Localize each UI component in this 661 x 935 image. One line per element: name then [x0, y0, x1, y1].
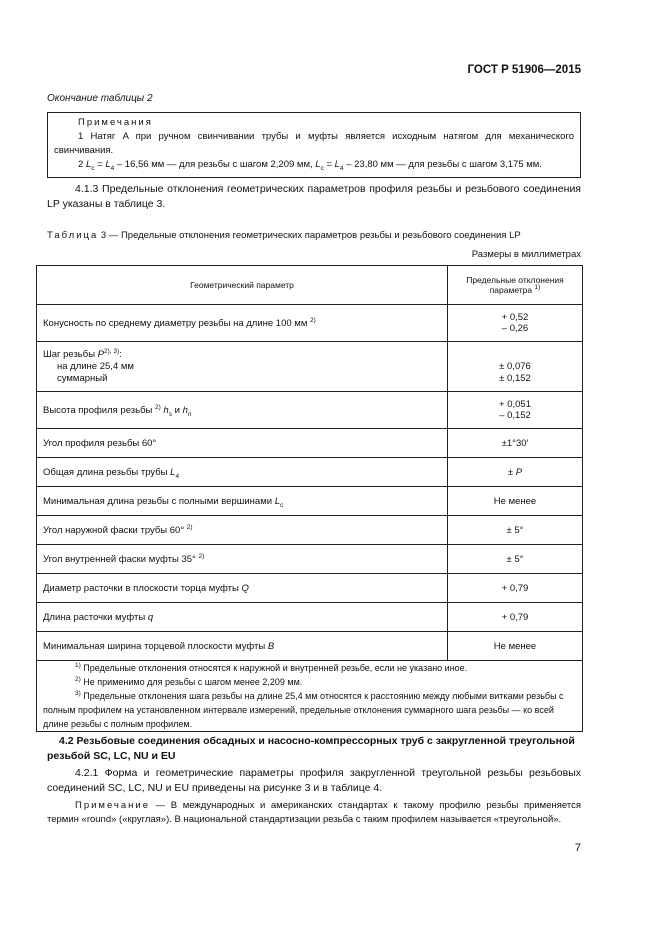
cell-param	[37, 342, 448, 392]
param-text: Конусность по среднему диаметру резьбы на длине 100 мм	[43, 317, 310, 329]
footnote-ref: 2)	[186, 523, 193, 531]
subscript: 4	[175, 472, 180, 480]
param-text: Диаметр расточки в плоскости торца муфты	[43, 582, 242, 594]
value-line: + 0,52	[501, 312, 529, 323]
cell-value: Не менее	[448, 632, 583, 661]
table-footnotes-row	[37, 661, 583, 732]
symbol-L: L	[334, 159, 340, 170]
value-line: ± 0,152	[499, 372, 531, 384]
cell-param: Угол профиля резьбы 60°	[37, 429, 448, 458]
note-text: – 23,80 мм — для резьбы с шагом 3,175 мм.	[343, 159, 542, 170]
header-tol-line	[454, 285, 576, 295]
footnote-mark: 2)	[75, 676, 81, 683]
note-text: =	[94, 159, 106, 170]
cell-value: ± 5°	[448, 545, 583, 574]
param-text: Минимальная длина резьбы с полными вершинами	[43, 495, 275, 507]
cell-value: Не менее	[448, 487, 583, 516]
notes-box	[47, 112, 581, 178]
note-label: Примечание	[75, 800, 150, 811]
param-text: :	[119, 348, 122, 360]
cell-param	[37, 574, 448, 603]
value-line: – 0,26	[501, 323, 529, 334]
symbol-h: h	[182, 404, 188, 416]
cell-value	[448, 305, 583, 342]
cell-param	[37, 516, 448, 545]
footnote-text: Предельные отклонения шага резьбы на длине 25,4 мм относятся к расстоянию между любыми витками резьбы с полным профилем на установленном интервале измерений, предельные отклонения суммарного шага резьбы — ко всей длине резьбы с полным профилем.	[43, 691, 564, 729]
table-row	[37, 574, 583, 603]
symbol-L: L	[315, 159, 321, 170]
param-text: Высота профиля резьбы	[43, 404, 155, 416]
table-row	[37, 516, 583, 545]
footnote-ref: 1)	[534, 284, 541, 292]
cell-param	[37, 458, 448, 487]
subscript: 4	[110, 164, 115, 172]
page-number: 7	[574, 842, 581, 854]
footnote-text: Предельные отклонения относятся к наружной и внутренней резьбе, если не указано иное.	[80, 663, 468, 673]
footnote-mark: 3)	[75, 690, 81, 697]
table-row	[37, 545, 583, 574]
param-text: Длина расточки муфты	[43, 611, 148, 623]
symbol-L: L	[85, 159, 92, 170]
header-tol-text: параметра	[489, 285, 533, 295]
note-line-1: 1 Натяг A при ручном свинчивании трубы и муфты является исходным натягом для механического свинчивания.	[54, 131, 574, 156]
note-text: – 16,56 мм — для резьбы с шагом 2,209 мм,	[114, 159, 316, 170]
symbol-B: B	[267, 640, 275, 652]
footnote-ref: 2)	[198, 552, 205, 560]
footnote-ref: 2)	[310, 316, 316, 324]
cell-value: ± 5°	[448, 516, 583, 545]
footnote-1	[43, 661, 576, 675]
table-row	[37, 305, 583, 342]
cell-value: ±1°30′	[448, 429, 583, 458]
footnote-mark: 1)	[75, 662, 81, 669]
table-caption-label: Таблица	[47, 230, 99, 241]
subscript: 4	[339, 164, 344, 172]
table-header-row	[37, 266, 583, 305]
symbol-h: h	[163, 404, 169, 416]
footnote-text: Не применимо для резьбы с шагом менее 2,209 мм.	[80, 677, 303, 687]
footnote-2	[43, 675, 576, 689]
table-continuation-label: Окончание таблицы 2	[47, 93, 153, 104]
param-subline: на длине 25,4 мм	[57, 360, 134, 372]
units-label: Размеры в миллиметрах	[471, 249, 581, 260]
param-text: и	[171, 404, 183, 416]
subscript: n	[187, 410, 192, 418]
cell-param	[37, 603, 448, 632]
value-text: ±	[507, 466, 516, 478]
table-row	[37, 603, 583, 632]
note-4-2-1	[47, 799, 581, 827]
table-row	[37, 429, 583, 458]
subscript: c	[320, 164, 324, 172]
cell-value: + 0,79	[448, 574, 583, 603]
symbol-P: P	[515, 466, 523, 478]
paragraph-4-2-1: 4.2.1 Форма и геометрические параметры профиля закругленной треугольной резьбы резьбовых соединений SC, LC, NU и EU приведены на рисунке 3 и в таблице 4.	[47, 767, 581, 794]
header-tol-line: Предельные отклонения	[466, 275, 564, 285]
cell-value	[448, 342, 583, 392]
symbol-L: L	[105, 159, 111, 170]
param-text: Общая длина резьбы трубы	[43, 466, 171, 478]
header-param: Геометрический параметр	[37, 266, 448, 305]
cell-param	[37, 487, 448, 516]
cell-value	[448, 458, 583, 487]
table-footnotes	[37, 661, 583, 732]
cell-param	[37, 305, 448, 342]
param-text: Угол внутренней фаски муфты 35°	[43, 553, 199, 565]
notes-title: Примечания	[78, 117, 153, 128]
cell-value	[448, 392, 583, 429]
note-text: 2	[78, 159, 86, 170]
value-line: + 0,051	[499, 399, 531, 410]
table-caption	[47, 230, 521, 241]
table-row	[37, 458, 583, 487]
param-text: Угол наружной фаски трубы 60°	[43, 524, 187, 536]
table-row	[37, 632, 583, 661]
table-3	[36, 265, 583, 732]
symbol-L: L	[170, 466, 176, 478]
subscript: c	[91, 164, 95, 172]
symbol-L: L	[274, 495, 280, 507]
table-caption-text: 3 — Предельные отклонения геометрических параметров резьбы и резьбового соединения LP	[98, 230, 521, 241]
note-text: — В международных и американских стандартах к такому профилю резьбы применяется термин «round» («круглая»). В национальной стандартизации резьба с таким профилем называется «треугольной».	[47, 800, 581, 825]
subscript: s	[168, 410, 172, 418]
header-tolerance	[448, 266, 583, 305]
param-subline: суммарный	[57, 372, 108, 384]
standard-header: ГОСТ Р 51906—2015	[467, 64, 581, 76]
footnote-3	[43, 689, 576, 731]
symbol-P: P	[97, 348, 105, 360]
cell-value: + 0,79	[448, 603, 583, 632]
paragraph-4-1-3: 4.1.3 Предельные отклонения геометрических параметров профиля резьбы и резьбового соединения LP указаны в таблице 3.	[47, 183, 581, 210]
symbol-Q: Q	[241, 582, 249, 594]
cell-param	[37, 632, 448, 661]
param-text: Минимальная ширина торцевой плоскости муфты	[43, 640, 268, 652]
note-line-2	[54, 158, 574, 172]
footnote-ref: 2), 3)	[104, 347, 120, 355]
param-line	[43, 349, 441, 361]
section-heading-4-2: 4.2 Резьбовые соединения обсадных и насосно-компрессорных труб с закругленной треугольной резьбой SC, LC, NU и EU	[47, 735, 575, 762]
subscript: c	[279, 501, 284, 509]
table-row	[37, 342, 583, 392]
symbol-q: q	[147, 611, 154, 623]
table-row	[37, 487, 583, 516]
table-row	[37, 392, 583, 429]
param-text: Шаг резьбы	[43, 348, 98, 360]
value-line: ± 0,076	[499, 360, 531, 372]
footnote-ref: 2)	[155, 403, 161, 411]
value-line: – 0,152	[499, 410, 531, 421]
note-text: =	[323, 159, 335, 170]
cell-param	[37, 545, 448, 574]
cell-param	[37, 392, 448, 429]
